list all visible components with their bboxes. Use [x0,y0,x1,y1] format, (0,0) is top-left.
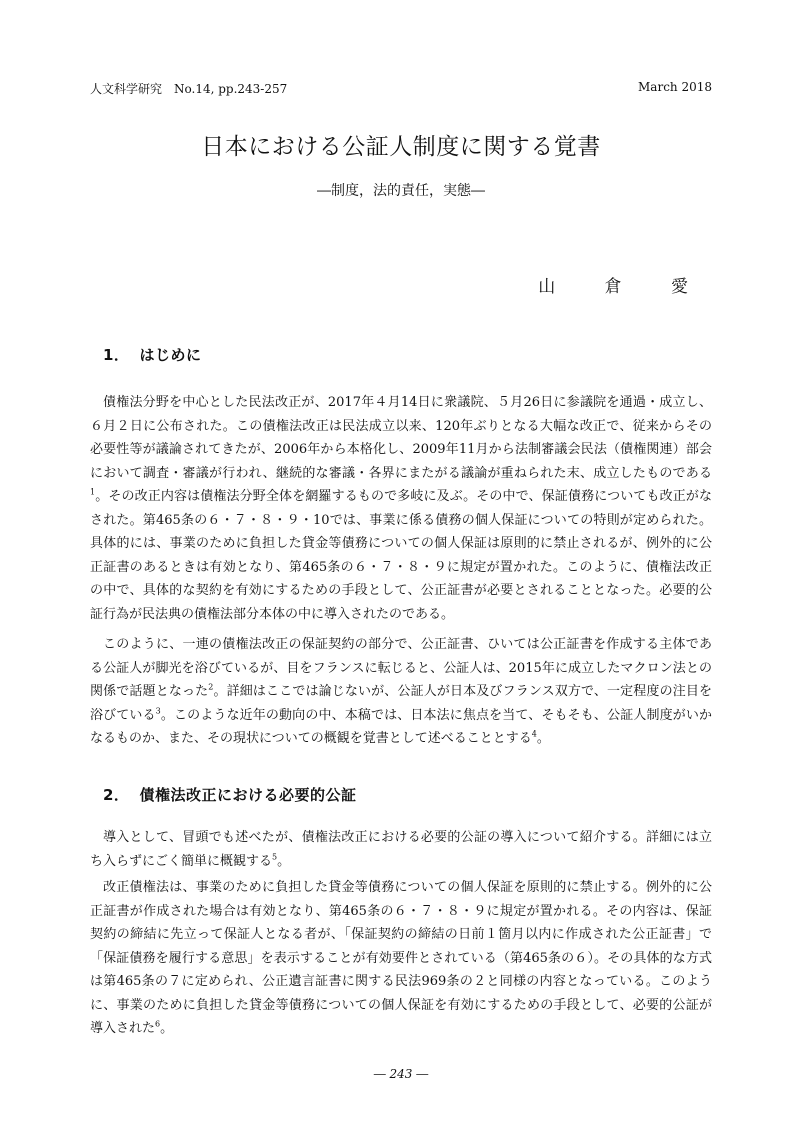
publication-date: March 2018 [638,80,712,94]
paragraph [90,876,712,1041]
section-title: はじめに [139,346,202,364]
paragraph-text: 。 [536,731,550,746]
page-number: ― 243 ― [373,1067,429,1081]
paragraph [90,633,712,751]
paragraph-text: 。詳細はここでは論じないが、公証人が日本及びフランス双方で、一定程度の注目を浴びている [90,684,712,723]
running-head [90,80,712,97]
paragraph [90,391,712,626]
paragraph-text: 。 [160,1021,174,1036]
paragraph-text: このように、一連の債権法改正の保証契約の部分で、公正証書、ひいては公正証書を作成する主体である公証人が脚光を浴びているが、目をフランスに転じると、公証人は、2015年に成立したマクロン法との関係で話題となった [90,637,712,699]
paragraph-text: 。その改正内容は債権法分野全体を網羅するもので多岐に及ぶ。その中で、保証債務についても改正がなされた。第465条の６・７・８・９・10では、事業に係る債務の個人保証についての特則が定められた。具体的には、事業のために負担した貸金等債務についての個人保証は原則的に禁止されるが、例外的に公正証書のあるときは有効となり、第465条の６・７・８・９に規定が置かれた。このように、債権法改正の中で、具体的な契約を有効にするための手段として、公正証書が必要とされることとなった。必要的公証行為が民法典の債権法部分本体の中に導入されたのである。 [90,489,712,622]
paragraph-text: 債権法分野を中心とした民法改正が、2017年４月14日に衆議院、５月26日に参議院を通過・成立し、６月２日に公布された。この債権法改正は民法成立以来、120年ぶりとなる大幅な改正で、従来からその必要性等が議論されてきたが、2006年から本格化し、2009年11月から法制審議会民法（債権関連）部会において調査・審議が行われ、継続的な審議・各界にまたがる議論が重ねられた末、成立したものである [90,395,712,481]
journal-citation: 人文科学研究 No.14, pp.243-257 [90,82,288,96]
paragraph [90,826,712,873]
footnote-marker[interactable]: 5 [272,852,278,862]
section-heading-2 [103,784,356,805]
section-number: 1． [103,346,130,364]
paragraph-text: 。このような近年の動向の中、本稿では、日本法に焦点を当て、そもそも、公証人制度がいかなるものか、また、その現状についての概観を覚書として述べることとする [90,707,712,746]
footnote-marker[interactable]: 4 [531,729,537,739]
footnote-marker[interactable]: 1 [90,487,96,497]
footnote-marker[interactable]: 6 [155,1019,161,1029]
footnote-marker[interactable]: 3 [155,706,161,716]
author-name: 山 倉 愛 [538,277,710,297]
article-subtitle: ―制度，法的責任，実態― [317,183,485,199]
footnote-marker[interactable]: 2 [208,682,214,692]
article-title: 日本における公証人制度に関する覚書 [201,134,601,160]
paragraph-text: 導入として、冒頭でも述べたが、債権法改正における必要的公証の導入について紹介する。詳細には立ち入らずにごく簡単に概観する [90,830,712,869]
paragraph-text: 改正債権法は、事業のために負担した貸金等債務についての個人保証を原則的に禁止する。例外的に公正証書が作成された場合は有効となり、第465条の６・７・８・９に規定が置かれる。その内容は、保証契約の締結に先立って保証人となる者が、「保証契約の締結の日前１箇月以内に作成された公正証書」で「保証債務を履行する意思」を表示することが有効要件とされている（第465条の６）。その具体的な方式は第465条の７に定められ、公正遺言証書に関する民法969条の２と同様の内容となっている。このように、事業のために負担した貸金等債務についての個人保証を有効にするための手段として、必要的公証が導入された [90,880,712,1036]
section-number: 2． [103,786,130,804]
section-title: 債権法改正における必要的公証 [139,786,357,804]
section-heading-1 [103,344,201,365]
paragraph-text: 。 [277,853,291,869]
